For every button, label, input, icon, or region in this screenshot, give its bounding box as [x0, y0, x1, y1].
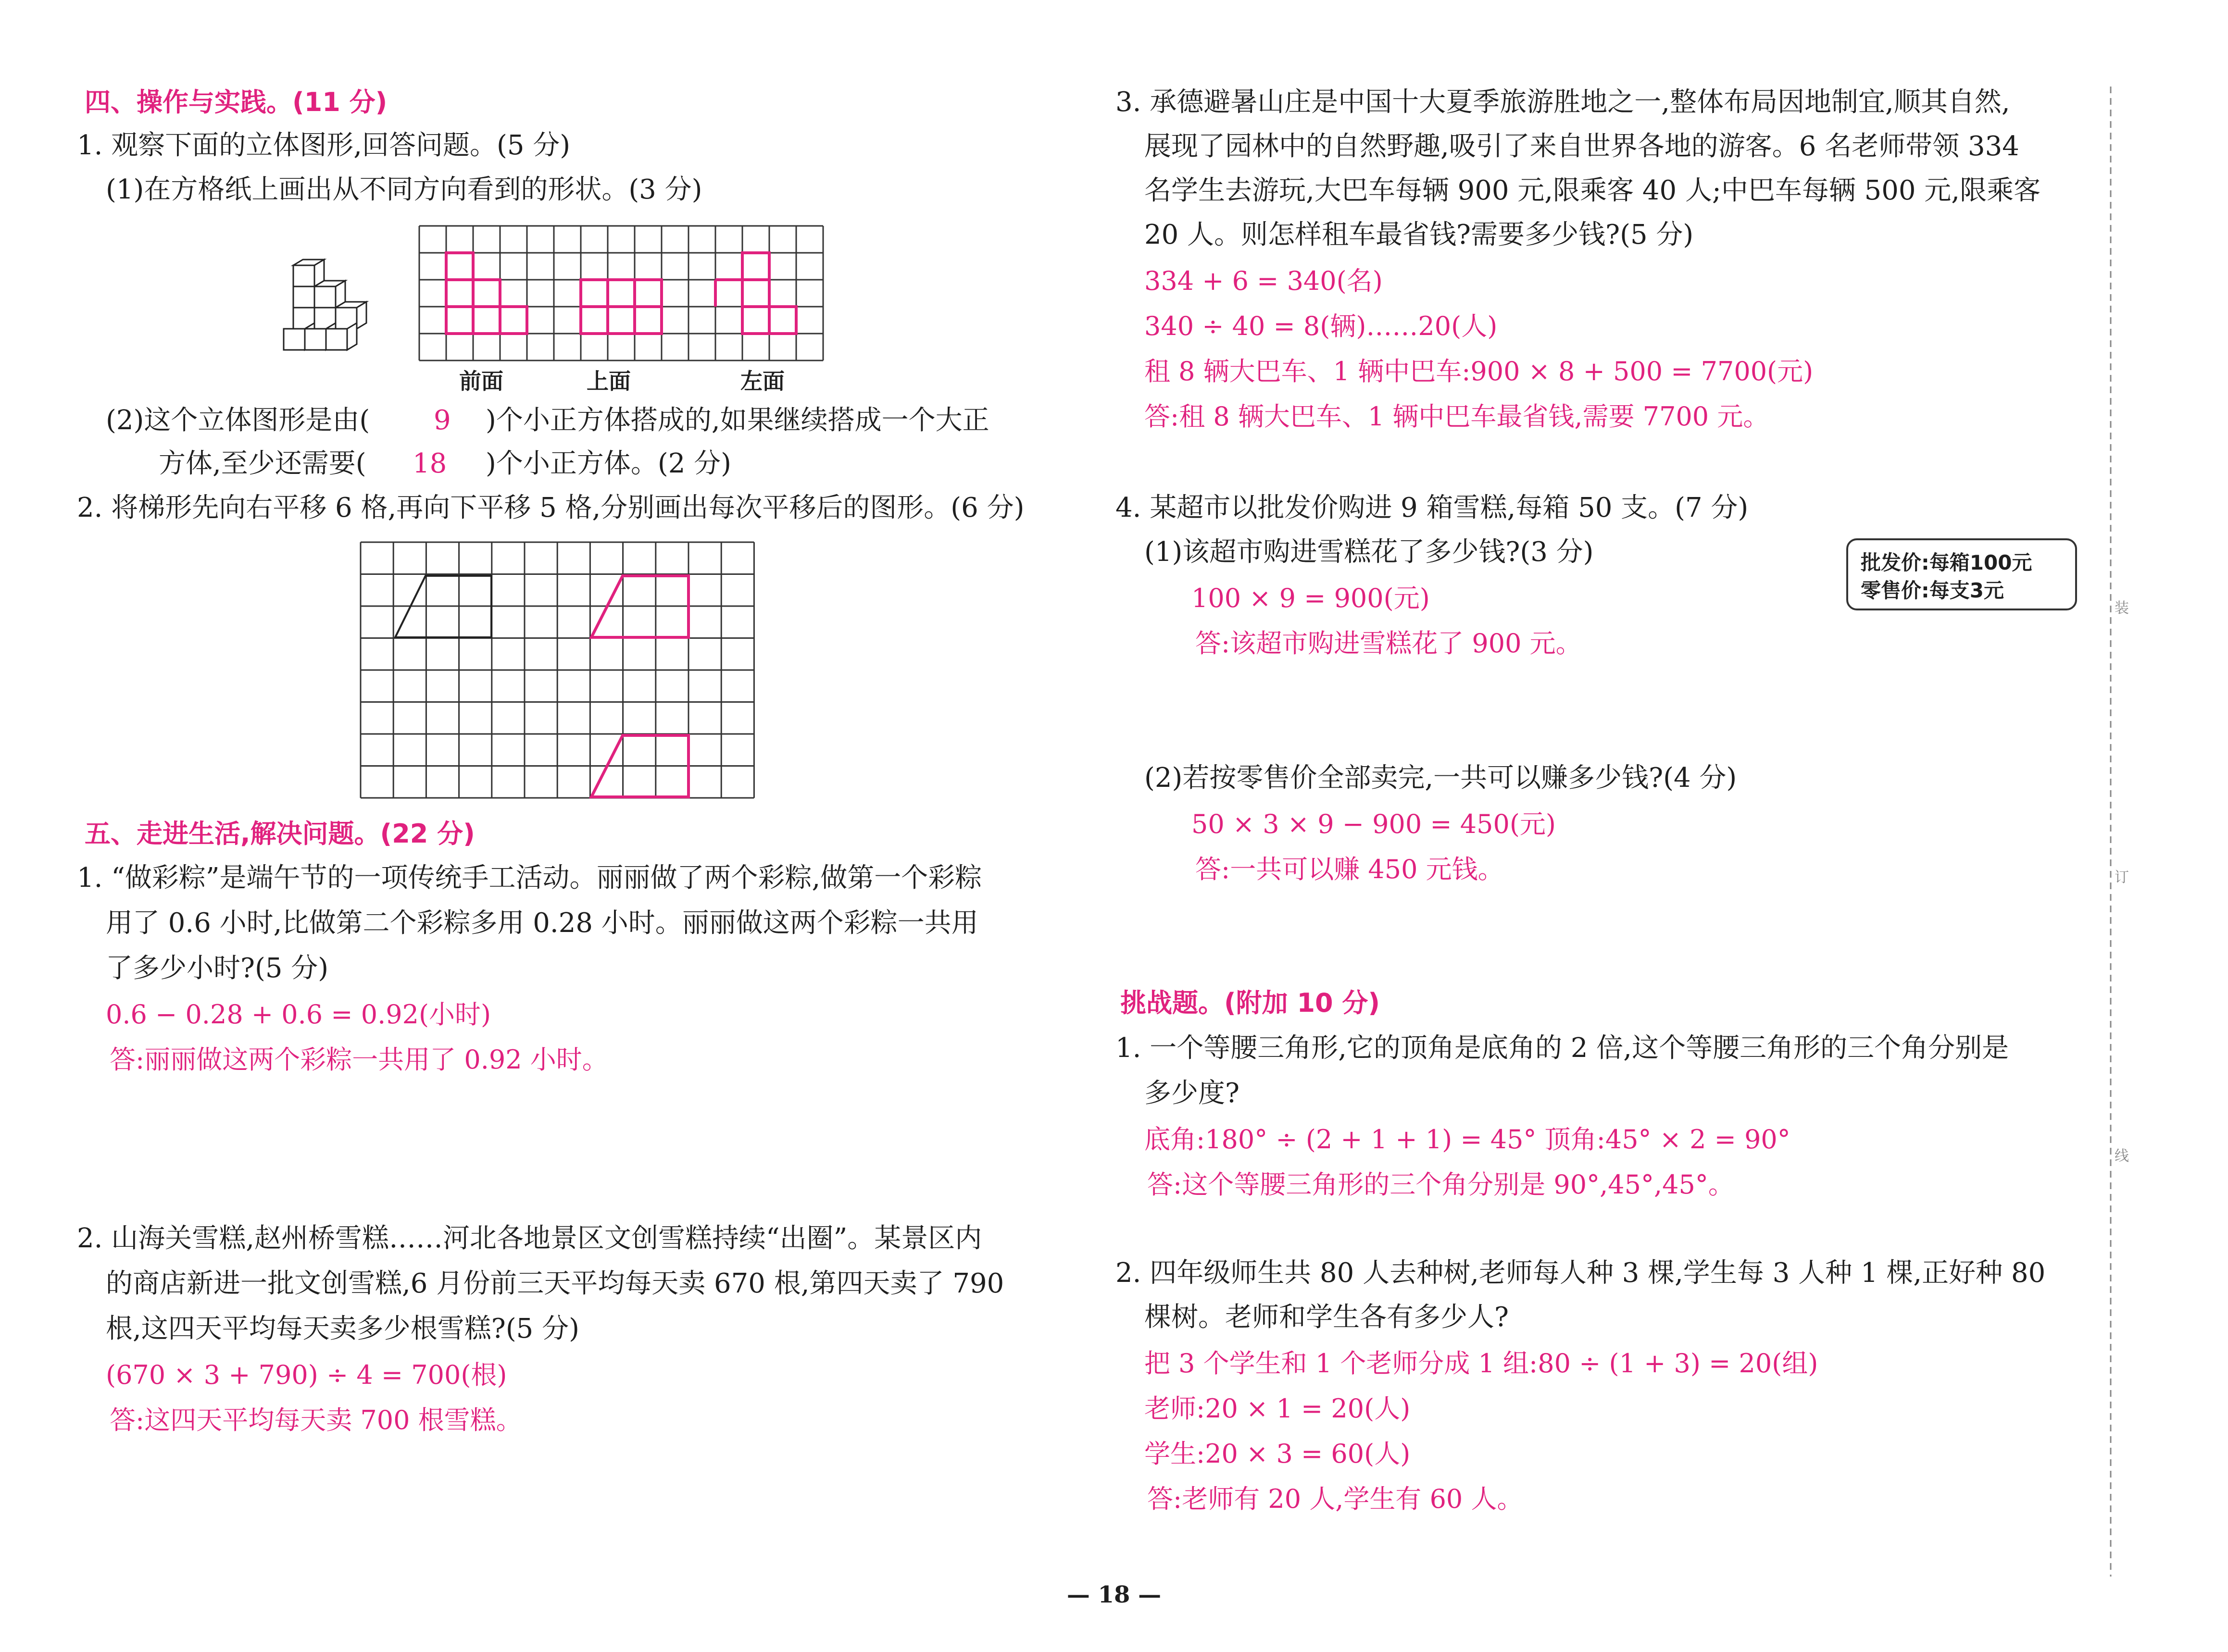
- views-grid: [419, 226, 833, 360]
- price-retail: 零售价:每支3元: [1861, 579, 2004, 602]
- s5-q1-l2: 用了 0.6 小时,比做第二个彩粽多用 0.28 小时。丽丽做这两个彩粽一共用: [106, 907, 978, 939]
- s4-q1-1: (1)在方格纸上画出从不同方向看到的形状。(3 分): [106, 174, 702, 205]
- ch-a1-l2: 答:这个等腰三角形的三个角分别是 90°,45°,45°。: [1147, 1169, 1734, 1200]
- ch-a2-l1: 把 3 个学生和 1 个老师分成 1 组:80 ÷ (1 + 3) = 20(组): [1144, 1348, 1818, 1379]
- s5-q1-l3: 了多少小时?(5 分): [106, 953, 329, 984]
- s5-a3-l3: 租 8 辆大巴车、1 辆中巴车:900 × 8 + 500 = 7700(元): [1144, 356, 1814, 386]
- s4-q1: 1. 观察下面的立体图形,回答问题。(5 分): [77, 130, 571, 161]
- view-label-left: 左面: [740, 368, 785, 394]
- s5-a4-1-l2: 答:该超市购进雪糕花了 900 元。: [1195, 628, 1582, 658]
- s5-a4-2-l2: 答:一共可以赚 450 元钱。: [1195, 854, 1504, 884]
- s5-q1-l1: 1. “做彩粽”是端午节的一项传统手工活动。丽丽做了两个彩粽,做第一个彩粽: [77, 862, 982, 894]
- ch-q1-l1: 1. 一个等腰三角形,它的顶角是底角的 2 倍,这个等腰三角形的三个角分别是: [1115, 1032, 2009, 1064]
- left-view-shape: [742, 253, 769, 334]
- s5-a1-l2: 答:丽丽做这两个彩粽一共用了 0.92 小时。: [110, 1044, 608, 1075]
- ch-q2-l1: 2. 四年级师生共 80 人去种树,老师每人种 3 棵,学生每 3 人种 1 棵,正好种 80: [1115, 1257, 2046, 1289]
- s5-q3-l3: 名学生去游玩,大巴车每辆 900 元,限乘客 40 人;中巴车每辆 500 元,限乘客: [1144, 175, 2041, 206]
- translation-grid: [361, 542, 760, 802]
- s5-a4-2-l1: 50 × 3 × 9 − 900 = 450(元): [1191, 809, 1556, 839]
- s5-q4: 4. 某超市以批发价购进 9 箱雪糕,每箱 50 支。(7 分): [1115, 492, 1749, 523]
- ch-a1-l1: 底角:180° ÷ (2 + 1 + 1) = 45° 顶角:45° × 2 = 90°: [1144, 1124, 1790, 1155]
- s5-a3-l4: 答:租 8 辆大巴车、1 辆中巴车最省钱,需要 7700 元。: [1144, 401, 1769, 432]
- s5-q3-l2: 展现了园林中的自然野趣,吸引了来自世界各地的游客。6 名老师带领 334: [1144, 131, 2019, 162]
- cube-figure: [284, 260, 394, 365]
- view-label-front: 前面: [459, 368, 503, 394]
- s4-q1-2-a: (2)这个立体图形是由(: [106, 405, 370, 436]
- price-box: [1846, 538, 2077, 610]
- ch-a2-l4: 答:老师有 20 人,学生有 60 人。: [1147, 1484, 1523, 1514]
- s5-a1-l1: 0.6 − 0.28 + 0.6 = 0.92(小时): [106, 999, 491, 1030]
- s4-fill-9: 9: [434, 405, 451, 436]
- challenge-title: 挑战题。(附加 10 分): [1120, 988, 1380, 1018]
- s5-a2-l2: 答:这四天平均每天卖 700 根雪糕。: [110, 1405, 522, 1435]
- s5-a3-l2: 340 ÷ 40 = 8(辆)……20(人): [1144, 311, 1498, 341]
- section5-title: 五、走进生活,解决问题。(22 分): [85, 819, 475, 849]
- binding-label-ding: 订: [2115, 869, 2129, 886]
- s5-a2-l1: (670 × 3 + 790) ÷ 4 = 700(根): [106, 1360, 507, 1390]
- s5-a4-1-l1: 100 × 9 = 900(元): [1191, 583, 1430, 613]
- ch-q1-l2: 多少度?: [1144, 1078, 1240, 1109]
- s5-q2-l2: 的商店新进一批文创雪糕,6 月份前三天平均每天卖 670 根,第四天卖了 790: [106, 1268, 1004, 1299]
- s5-q2-l3: 根,这四天平均每天卖多少根雪糕?(5 分): [106, 1313, 579, 1344]
- front-view-shape: [446, 253, 473, 334]
- ch-a2-l2: 老师:20 × 1 = 20(人): [1144, 1393, 1411, 1424]
- s5-q4-2: (2)若按零售价全部卖完,一共可以赚多少钱?(4 分): [1144, 762, 1737, 794]
- ch-a2-l3: 学生:20 × 3 = 60(人): [1144, 1439, 1411, 1469]
- binding-line: [2106, 87, 2115, 1577]
- view-label-top: 上面: [587, 368, 631, 394]
- page-number: — 18 —: [1066, 1581, 1162, 1608]
- price-wholesale: 批发价:每箱100元: [1861, 551, 2032, 574]
- s4-fill-18: 18: [413, 448, 447, 479]
- s5-q2-l1: 2. 山海关雪糕,赵州桥雪糕……河北各地景区文创雪糕持续“出圈”。某景区内: [77, 1223, 982, 1254]
- section4-title: 四、操作与实践。(11 分): [85, 87, 388, 117]
- s4-q1-2-d: )个小正方体。(2 分): [486, 448, 731, 479]
- s5-q3-l1: 3. 承德避暑山庄是中国十大夏季旅游胜地之一,整体布局因地制宜,顺其自然,: [1115, 87, 2010, 118]
- s5-a3-l1: 334 + 6 = 340(名): [1144, 266, 1383, 296]
- s5-q4-1: (1)该超市购进雪糕花了多少钱?(3 分): [1144, 536, 1594, 568]
- s5-q3-l4: 20 人。则怎样租车最省钱?需要多少钱?(5 分): [1144, 219, 1694, 250]
- s4-q2: 2. 将梯形先向右平移 6 格,再向下平移 5 格,分别画出每次平移后的图形。(6 分): [77, 492, 1025, 523]
- binding-label-zhuang: 装: [2115, 600, 2129, 617]
- ch-q2-l2: 棵树。老师和学生各有多少人?: [1144, 1302, 1509, 1333]
- s4-q1-2-c: 方体,至少还需要(: [159, 448, 366, 479]
- s4-q1-2-b: )个小正方体搭成的,如果继续搭成一个大正: [486, 405, 989, 436]
- binding-label-xian: 线: [2115, 1148, 2129, 1165]
